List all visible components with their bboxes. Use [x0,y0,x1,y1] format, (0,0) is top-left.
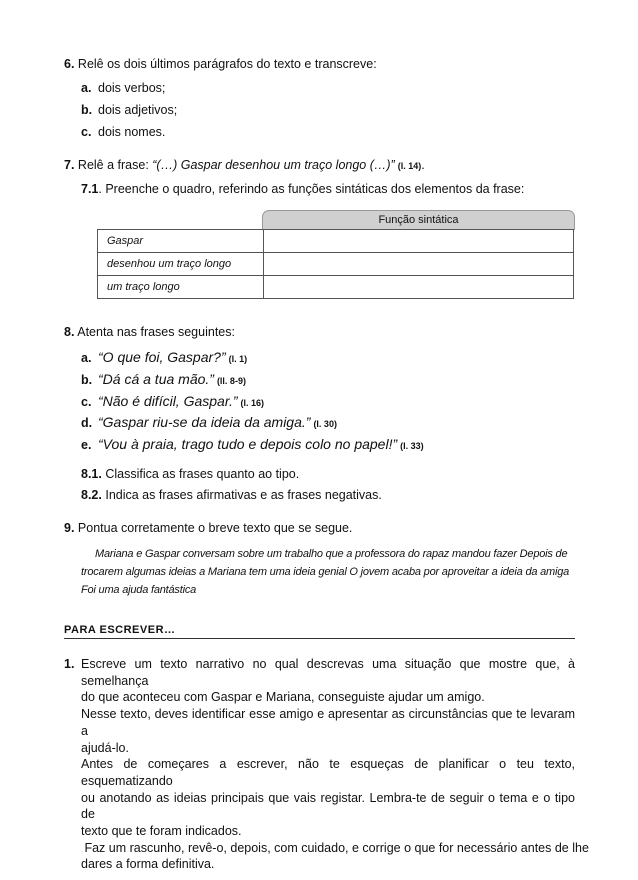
item-quote: “O que foi, Gaspar?” [98,349,226,365]
section-title: PARA ESCREVER… [64,624,575,639]
text-line: Foi uma ajuda fantástica [81,584,197,596]
line-reference: (l. 14) [397,161,422,171]
text-line: Nesse texto, deves identificar esse amigo e apresentar as circunstâncias que te levaram a [81,707,575,738]
subquestion-text: . Preenche o quadro, referindo as funções sintáticas dos elementos da frase: [98,182,525,196]
text-line: dares a forma definitiva. [81,857,215,872]
item-letter: c. [81,125,92,139]
item-quote: “Não é difícil, Gaspar.” [98,393,238,409]
subquestion-number: 8.2. [81,488,102,502]
syntax-function-table [97,229,574,299]
text-line: Faz um rascunho, revê-o, depois, com cuidado, e corrige o que for necessário antes de lhe [81,840,589,855]
subquestion-number: 7.1 [81,182,99,196]
subquestion-8-1 [81,467,299,481]
question-number: 1. [64,657,75,671]
subquestion-text: Indica as frases afirmativas e as frases negativas. [105,488,382,502]
table-header: Função sintática [262,210,575,230]
punctuation: . [421,158,425,172]
item-letter: a. [81,351,92,365]
table-cell-element: Gaspar [98,230,264,253]
item-quote: “Vou à praia, trago tudo e depois colo no papel!” [98,436,398,452]
line-reference: (l. 16) [240,398,265,408]
table-row [98,253,574,276]
text-line: Escreve um texto narrativo no qual descrevas uma situação que mostre que, à semelhança [81,657,575,688]
table-cell-element: um traço longo [98,276,264,299]
question-9 [64,521,352,535]
text-line: Antes de começares a escrever, não te esqueças de planificar o teu texto, esquematizando [81,757,575,788]
text-line: do que aconteceu com Gaspar e Mariana, conseguiste ajudar um amigo. [81,690,485,705]
item-quote: “Dá cá a tua mão.” [98,371,214,387]
item-letter: a. [81,81,92,95]
text-line: texto que te foram indicados. [81,824,242,839]
text-line: trocarem algumas ideias a Mariana tem uma ideia genial O jovem acaba por aproveitar a ideia da amiga [81,566,570,578]
item-text: dois verbos; [98,81,166,95]
table-row [98,276,574,299]
table-cell-answer[interactable] [264,276,574,299]
table-row [98,230,574,253]
question-8 [64,325,235,339]
table-cell-answer[interactable] [264,253,574,276]
text-line: ajudá-lo. [81,740,129,755]
list-item [81,414,337,430]
item-letter: c. [81,395,92,409]
question-6 [64,57,377,71]
list-item [81,436,424,452]
item-text: dois adjetivos; [98,103,178,117]
list-item [81,103,177,117]
question-number: 7. [64,158,75,172]
line-reference: (l. 30) [313,419,337,429]
subquestion-7-1 [81,182,524,196]
list-item [81,81,165,95]
text-line: ou anotando as ideias principais que vais registar. Lembra-te de seguir o tema e o tipo de [81,790,575,822]
question-text: Relê os dois últimos parágrafos do texto e transcreve: [77,57,377,71]
text-line: Mariana e Gaspar conversam sobre um trabalho que a professora do rapaz mandou fazer Depois de [95,548,568,560]
subquestion-number: 8.1. [81,467,102,481]
table-cell-answer[interactable] [264,230,574,253]
item-letter: b. [81,103,93,117]
quote-text: “(…) Gaspar desenhou um traço longo (…)” [152,158,395,172]
list-item [81,125,165,139]
item-letter: b. [81,373,93,387]
question-number: 6. [64,57,75,71]
line-reference: (ll. 8-9) [216,376,246,386]
writing-task-number [64,657,74,671]
item-text: dois nomes. [98,125,166,139]
punctuation-exercise-text [81,545,575,599]
question-7 [64,158,425,172]
list-item [81,371,246,387]
list-item [81,393,264,409]
question-text: Atenta nas frases seguintes: [77,325,235,339]
question-text: Relê a frase: [77,158,153,172]
line-reference: (l. 33) [400,441,424,451]
table-cell-element: desenhou um traço longo [98,253,264,276]
item-quote: “Gaspar riu-se da ideia da amiga.” [98,414,311,430]
writing-task-text [81,656,589,873]
subquestion-8-2 [81,488,382,502]
line-reference: (l. 1) [228,354,248,364]
subquestion-text: Classifica as frases quanto ao tipo. [105,467,300,481]
question-number: 8. [64,325,75,339]
item-letter: e. [81,438,92,452]
item-letter: d. [81,416,93,430]
question-number: 9. [64,521,75,535]
list-item [81,349,247,365]
question-text: Pontua corretamente o breve texto que se segue. [77,521,353,535]
